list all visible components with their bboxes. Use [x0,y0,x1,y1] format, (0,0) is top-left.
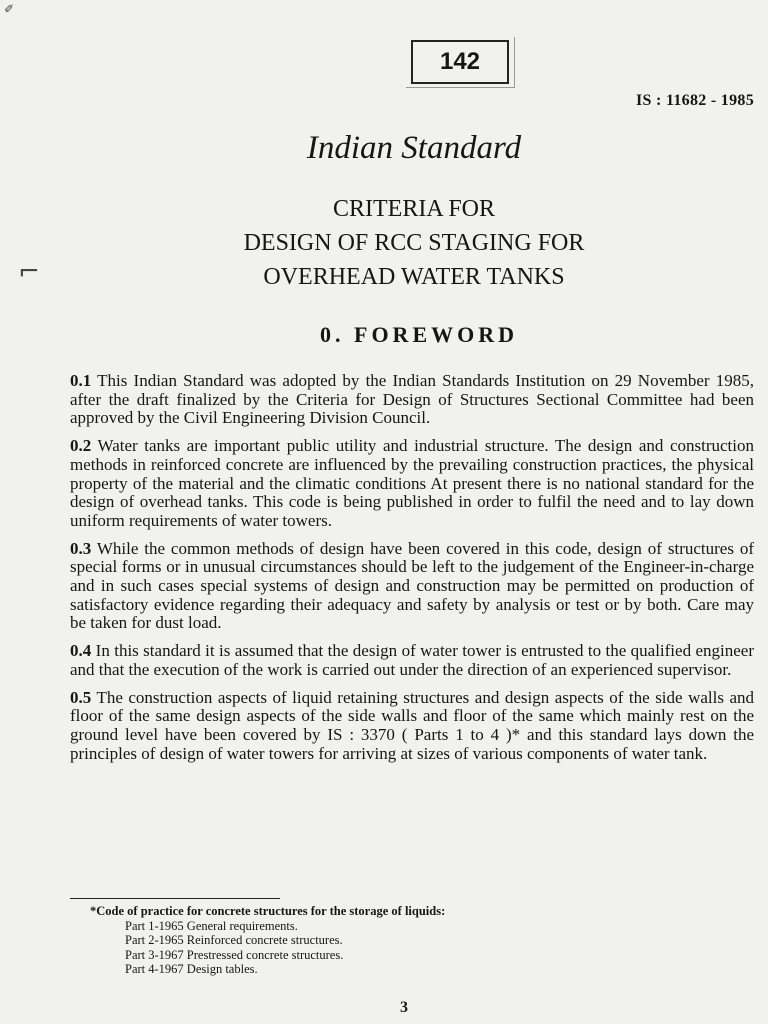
paragraph-number: 0.3 [70,538,92,558]
footnote [90,904,690,977]
footnote-part: Part 2-1965 Reinforced concrete structures. [125,933,343,947]
paragraph-text: Water tanks are important public utility and industrial structure. The design and construction methods in reinforced concrete are influenced by the prevailing construction practices, the physical property of the material and the climatic conditions At present there is no national standard for the design of overhead tanks. This code is being published in order to fulfil the need and to lay down uniform requirements of water towers. [70,436,755,530]
paragraph [70,540,754,634]
standard-number: IS : 11682 - 1985 [636,92,754,109]
subtitle-line: DESIGN OF RCC STAGING FOR [243,230,585,256]
document-subtitle [0,192,768,294]
margin-scribble: ✐ [4,2,15,16]
paragraph-number: 0.5 [70,687,92,707]
paragraph-text: In this standard it is assumed that the design of water tower is entrusted to the qualified engineer and that the execution of the work is carried out under the direction of an experienced supervisor. [70,641,754,679]
footnote-text: *Code of practice for concrete structures for the storage of liquids: [90,904,446,918]
body-text [70,372,754,772]
footnote-divider [70,898,280,899]
paragraph [70,372,754,428]
paragraph-text: While the common methods of design have been covered in this code, design of structures of special forms or in unusual circumstances should be left to the judgement of the Engineer-in-charge and in such cases special systems of design and construction may be permitted on production of satisfactory evidence regarding their adequacy and safety by analysis or test or by both. Care may be taken for dust load. [70,538,754,633]
footnote-part: Part 4-1967 Design tables. [125,962,258,976]
paragraph-number: 0.2 [70,436,92,456]
paragraph-number: 0.1 [70,371,92,390]
margin-bracket-mark: ⌐ [18,257,40,287]
paragraph-number: 0.4 [70,641,92,661]
subtitle-line: CRITERIA FOR [332,196,496,222]
paragraph [70,437,754,531]
subtitle-line: OVERHEAD WATER TANKS [263,264,565,290]
document-number-stamp: 142 [411,40,509,84]
paragraph [70,689,754,764]
section-heading: 0. FOREWORD [320,322,518,347]
paragraph-text: This Indian Standard was adopted by the Indian Standards Institution on 29 November 1985, after the draft finalized by the Criteria for Design of Structures Sectional Committee had been approved by the Civil Engineering Division Council. [70,371,754,428]
footnote-part: Part 3-1967 Prestressed concrete structures. [125,947,344,962]
footnote-part: Part 1-1965 General requirements. [125,918,298,933]
paragraph-text: The construction aspects of liquid retaining structures and design aspects of the side walls and floor of the same design aspects of the side walls and floor of the same which mainly rest on the ground level have been covered by IS : 3370 ( Parts 1 to 4 )* and this standard lays down the principles of design of water towers for arriving at sizes of various components of water tank. [70,687,754,763]
paragraph [70,642,754,679]
page-title: Indian Standard [306,130,522,166]
page-number: 3 [400,999,408,1016]
